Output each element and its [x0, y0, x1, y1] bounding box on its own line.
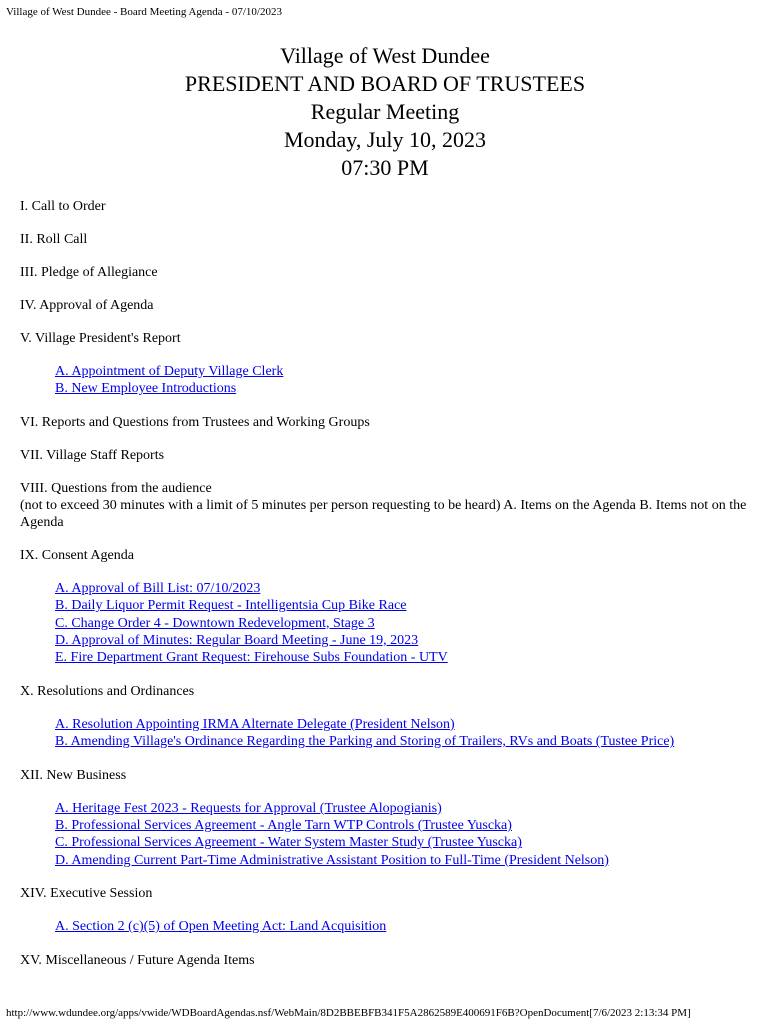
list-item: [55, 834, 750, 851]
agenda-item-link[interactable]: E. Fire Department Grant Request: Firehouse Subs Foundation - UTV: [55, 650, 448, 666]
section-heading: X. Resolutions and Ordinances: [20, 683, 195, 699]
list-item: [55, 363, 750, 380]
agenda-item-link[interactable]: A. Approval of Bill List: 07/10/2023: [55, 580, 261, 596]
meeting-time: 07:30 PM: [341, 155, 429, 180]
print-header: Village of West Dundee - Board Meeting Agenda - 07/10/2023: [6, 6, 282, 18]
agenda-item-link[interactable]: D. Amending Current Part-Time Administrative Assistant Position to Full-Time (President Nelson): [55, 852, 609, 868]
list-item: [55, 817, 750, 834]
meeting-type: Regular Meeting: [310, 99, 460, 124]
agenda-section: [20, 231, 750, 248]
agenda-section: [20, 297, 750, 314]
list-item: [55, 649, 750, 666]
agenda-section: [20, 547, 750, 667]
section-heading: II. Roll Call: [20, 232, 88, 247]
agenda-item-list: [20, 716, 750, 751]
agenda-item-list: [20, 800, 750, 870]
agenda-item-link[interactable]: A. Appointment of Deputy Village Clerk: [55, 364, 284, 379]
section-heading: IV. Approval of Agenda: [20, 298, 154, 313]
agenda-item-link[interactable]: D. Approval of Minutes: Regular Board Meeting - June 19, 2023: [55, 633, 419, 649]
section-heading: III. Pledge of Allegiance: [20, 265, 158, 280]
section-heading: IX. Consent Agenda: [20, 547, 134, 563]
list-item: [55, 580, 750, 597]
list-item: [55, 852, 750, 869]
agenda-item-link[interactable]: C. Change Order 4 - Downtown Redevelopment, Stage 3: [55, 615, 375, 631]
agenda-section: [20, 447, 750, 464]
agenda-item-list: [20, 580, 750, 667]
agenda-item-link[interactable]: B. Professional Services Agreement - Angle Tarn WTP Controls (Trustee Yuscka): [55, 818, 512, 834]
section-heading: VII. Village Staff Reports: [20, 447, 165, 463]
agenda-section: [20, 480, 750, 531]
list-item: [55, 615, 750, 632]
agenda-section: [20, 330, 750, 398]
agenda-section: [20, 683, 750, 751]
section-heading: VI. Reports and Questions from Trustees and Working Groups: [20, 414, 370, 430]
list-item: [55, 733, 750, 750]
village-name: Village of West Dundee: [280, 43, 490, 68]
section-heading: I. Call to Order: [20, 199, 106, 214]
print-footer: http://www.wdundee.org/apps/vwide/WDBoardAgendas.nsf/WebMain/8D2BBEBFB341F5A2862589E400691F6B?OpenDocument[7/6/2023 2:13:34 PM]: [6, 1007, 691, 1019]
agenda-list: [20, 198, 750, 985]
board-name: PRESIDENT AND BOARD OF TRUSTEES: [184, 71, 586, 96]
list-item: [55, 800, 750, 817]
agenda-item-link[interactable]: A. Heritage Fest 2023 - Requests for Approval (Trustee Alopogianis): [55, 800, 442, 816]
list-item: [55, 632, 750, 649]
section-heading: XII. New Business: [20, 767, 127, 783]
meeting-title-block: [0, 42, 770, 182]
agenda-item-link[interactable]: B. Daily Liquor Permit Request - Intelligentsia Cup Bike Race: [55, 598, 407, 614]
meeting-date: Monday, July 10, 2023: [283, 127, 487, 152]
agenda-section: [20, 885, 750, 935]
agenda-item-link[interactable]: A. Section 2 (c)(5) of Open Meeting Act: Land Acquisition: [55, 919, 387, 935]
agenda-item-link[interactable]: B. Amending Village's Ordinance Regarding the Parking and Storing of Trailers, RVs and Boats (Tustee Price): [55, 734, 675, 750]
agenda-item-link[interactable]: C. Professional Services Agreement - Water System Master Study (Trustee Yuscka): [55, 835, 522, 851]
section-heading: XV. Miscellaneous / Future Agenda Items: [20, 952, 255, 968]
agenda-section: [20, 414, 750, 431]
section-heading: VIII. Questions from the audience: [20, 480, 212, 496]
agenda-section: [20, 198, 750, 215]
agenda-item-link[interactable]: B. New Employee Introductions: [55, 381, 237, 397]
agenda-item-list: [20, 363, 750, 398]
agenda-section: [20, 767, 750, 870]
list-item: [55, 597, 750, 614]
list-item: [55, 918, 750, 935]
list-item: [55, 380, 750, 397]
agenda-section: [20, 952, 750, 969]
section-note: (not to exceed 30 minutes with a limit of 5 minutes per person requesting to be heard) A. Items on the Agenda B. Items not on the Agenda: [20, 497, 747, 530]
agenda-section: [20, 264, 750, 281]
section-heading: V. Village President's Report: [20, 331, 181, 346]
agenda-item-link[interactable]: A. Resolution Appointing IRMA Alternate Delegate (President Nelson): [55, 716, 455, 732]
agenda-item-list: [20, 918, 750, 935]
list-item: [55, 716, 750, 733]
section-heading: XIV. Executive Session: [20, 886, 153, 902]
